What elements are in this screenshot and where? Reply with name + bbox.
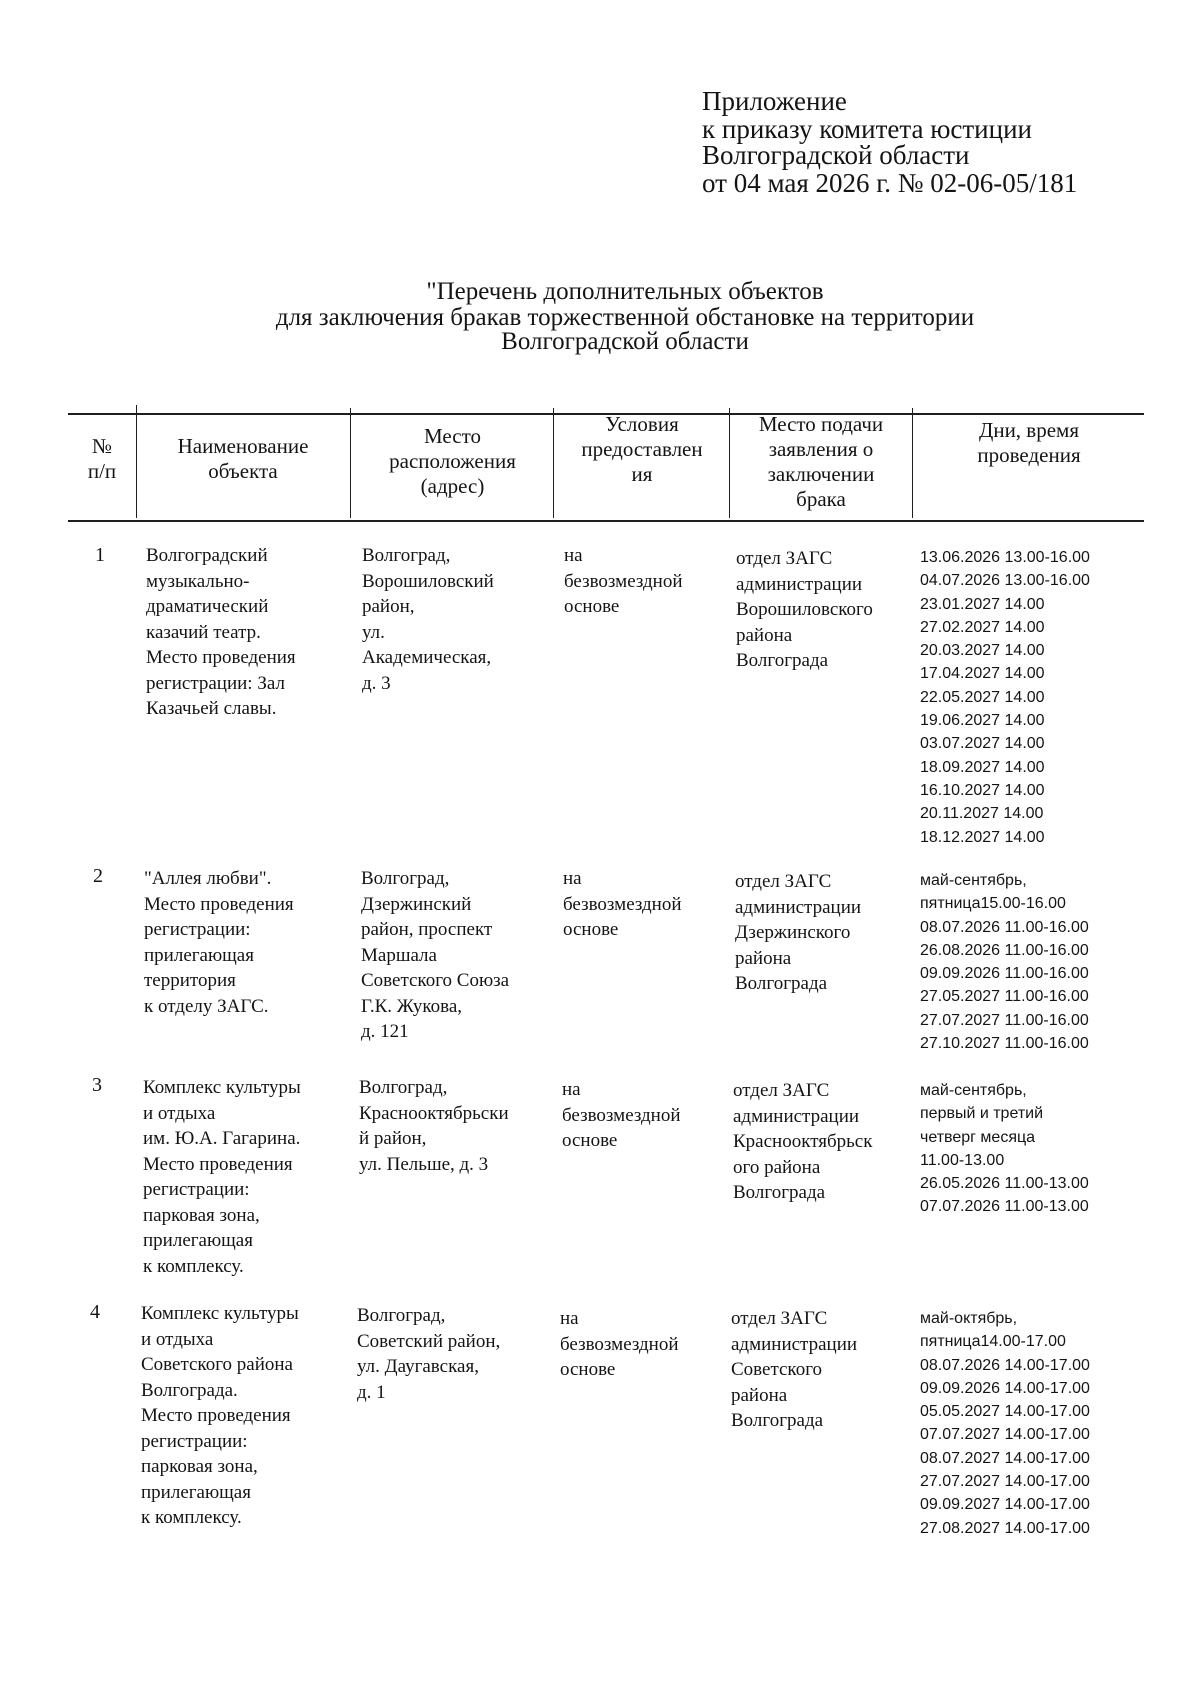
appendix-line-3: Волгоградской области xyxy=(702,140,970,170)
row-application-place: отдел ЗАГС администрации Краснооктябрьск ого района Волгограда xyxy=(733,1080,873,1203)
row-address: Волгоград, Краснооктябрьски й район, ул. Пельше, д. 3 xyxy=(359,1077,509,1175)
row-schedule: май-октябрь, пятница14.00-17.00 08.07.2026 14.00-17.00 09.09.2026 14.00-17.00 05.05.2027 14.00-17.00 07.07.2027 14.00-17.00 08.07.2027 14.00-17.00 27.07.2027 14.00-17.00 09.09.2027 14.00-17.00 27.08.2027 14.00-17.00 xyxy=(920,1310,1090,1537)
header-column-divider xyxy=(912,408,913,518)
header-column-divider xyxy=(136,405,137,518)
title-line-1: "Перечень дополнительных объектов xyxy=(426,278,824,305)
row-application-place: отдел ЗАГС администрации Ворошиловского района Волгограда xyxy=(736,548,873,671)
row-object-name: Комплекс культуры и отдыха им. Ю.А. Гагарина. Место проведения регистрации: парковая зона, прилегающая к комплексу. xyxy=(143,1077,301,1277)
table-header-bottom-rule xyxy=(68,520,1144,522)
row-conditions: на безвозмездной основе xyxy=(560,1308,679,1380)
row-address: Волгоград, Дзержинский район, проспект Маршала Советского Союза Г.К. Жукова, д. 121 xyxy=(361,868,510,1042)
row-application-place: отдел ЗАГС администрации Советского района Волгограда xyxy=(731,1308,858,1431)
title-line-2: для заключения бракав торжественной обстановке на территории xyxy=(275,304,975,331)
row-number: 4 xyxy=(90,1301,100,1323)
row-object-name: "Аллея любви". Место проведения регистрации: прилегающая территория к отделу ЗАГС. xyxy=(144,868,294,1017)
title-line-3: Волгоградской области xyxy=(501,328,749,355)
row-number: 3 xyxy=(92,1074,102,1096)
row-object-name: Комплекс культуры и отдыха Советского района Волгограда. Место проведения регистрации: парковая зона, прилегающая к комплексу. xyxy=(141,1303,299,1528)
row-object-name: Волгоградский музыкально- драматический казачий театр. Место проведения регистрации: Зал Казачьей славы. xyxy=(146,545,296,719)
appendix-line-4: от 04 мая 2026 г. № 02-06-05/181 xyxy=(702,168,1078,198)
header-conditions: Условия предоставлен ия xyxy=(581,412,703,486)
header-column-divider xyxy=(553,408,554,518)
header-object-name: Наименование объекта xyxy=(177,434,309,483)
header-number: № п/п xyxy=(87,434,117,483)
row-schedule: 13.06.2026 13.00-16.00 04.07.2026 13.00-16.00 23.01.2027 14.00 27.02.2027 14.00 20.03.2027 14.00 17.04.2027 14.00 22.05.2027 14.00 19.06.2027 14.00 03.07.2027 14.00 18.09.2027 14.00 16.10.2027 14.00 20.11.2027 14.00 18.12.2027 14.00 xyxy=(920,549,1090,846)
row-number: 2 xyxy=(93,865,103,887)
row-application-place: отдел ЗАГС администрации Дзержинского района Волгограда xyxy=(735,871,862,994)
header-application-place: Место подачи заявления о заключении брака xyxy=(758,412,884,511)
header-address: Место расположения (адрес) xyxy=(389,424,516,498)
appendix-line-1: Приложение xyxy=(702,86,847,116)
row-address: Волгоград, Ворошиловский район, ул. Академическая, д. 3 xyxy=(362,545,494,694)
appendix-line-2: к приказу комитета юстиции xyxy=(702,114,1032,144)
header-column-divider xyxy=(729,408,730,518)
header-schedule: Дни, время проведения xyxy=(977,418,1081,467)
row-schedule: май-сентябрь, первый и третий четверг месяца 11.00-13.00 26.05.2026 11.00-13.00 07.07.2026 11.00-13.00 xyxy=(920,1082,1089,1216)
row-address: Волгоград, Советский район, ул. Даугавская, д. 1 xyxy=(357,1305,501,1403)
row-conditions: на безвозмездной основе xyxy=(563,868,682,940)
row-schedule: май-сентябрь, пятница15.00-16.00 08.07.2026 11.00-16.00 26.08.2026 11.00-16.00 09.09.2026 11.00-16.00 27.05.2027 11.00-16.00 27.07.2027 11.00-16.00 27.10.2027 11.00-16.00 xyxy=(920,872,1089,1053)
header-column-divider xyxy=(350,408,351,518)
row-number: 1 xyxy=(95,544,105,566)
row-conditions: на безвозмездной основе xyxy=(564,545,683,617)
row-conditions: на безвозмездной основе xyxy=(562,1079,681,1151)
